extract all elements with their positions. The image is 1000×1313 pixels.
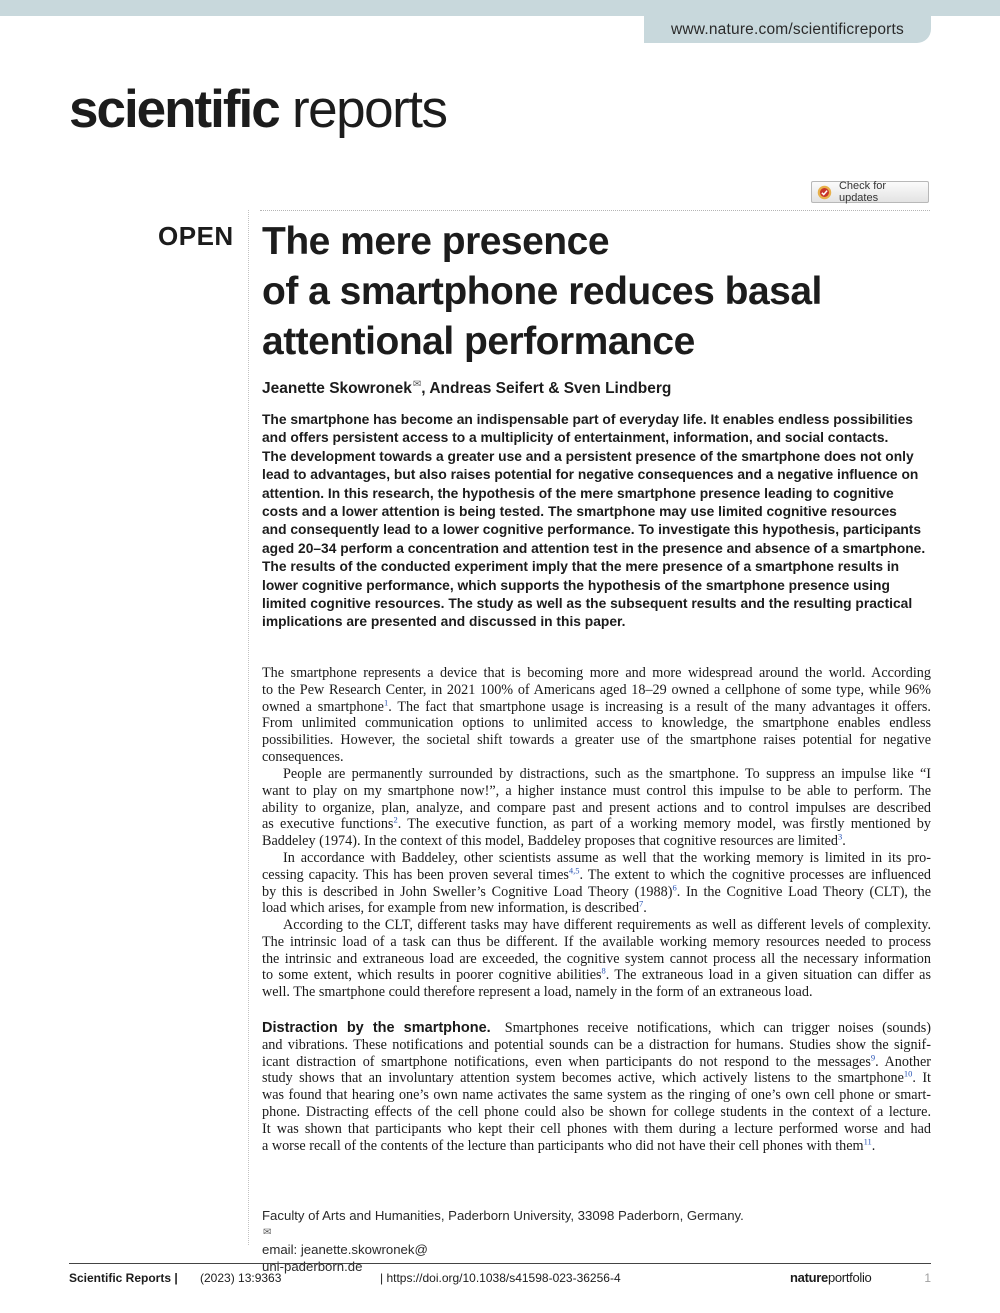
text-line [262, 1020, 931, 1037]
abstract-line: The smartphone has become an indispensable part of everyday life. It enables endless possibilities [262, 412, 913, 427]
article-title [262, 217, 932, 367]
abstract-line: and consequently lead to a lower cognitive performance. To investigate this hypothesis, participants [262, 522, 922, 538]
text-run: study shows that an involuntary attention system becomes active, which actively listens to the smartphone [262, 1070, 904, 1087]
text-run: . The fact that smartphone usage is increasing is a result of the many advantages it offers. [388, 698, 931, 715]
text-run: . It [912, 1070, 932, 1087]
affiliation-line [262, 1207, 932, 1258]
text-line: It was shown that participants who kept their cell phones with them during a lecture performed worse and had [262, 1120, 931, 1137]
citation-link[interactable]: 11 [863, 1135, 872, 1146]
text-run: cessing capacity. This has been proven several times [262, 866, 569, 883]
abstract-line: The results of the conducted experiment imply that the mere presence of a smartphone results in [262, 559, 900, 575]
text-line [262, 867, 931, 884]
section-distraction [262, 1020, 931, 1154]
text-line: The intrinsic load of a task can thus be different. If the available working memory resources needed to process [262, 933, 931, 950]
text-run: Smartphones receive notifications, which can trigger noises (sounds) [504, 1020, 931, 1036]
text-line: People are permanently surrounded by distractions, such as the smartphone. To suppress an impulse like “I [283, 766, 931, 782]
text-run: . The executive function, as part of a working memory model, was firstly mentioned by [397, 816, 931, 833]
text-run: load which arises, for example from new information, is described [262, 900, 640, 917]
text-line [262, 833, 931, 850]
affiliation-text: Faculty of Arts and Humanities, Paderborn University, 33098 Paderborn, Germany. [262, 1208, 744, 1223]
citation-link[interactable]: 2 [393, 814, 398, 825]
text-line: and vibrations. These notifications and potential sounds can be a distraction for humans. Studies show the signif- [262, 1036, 931, 1053]
text-run: . The extent to which the cognitive processes are influenced [579, 866, 931, 883]
text-line: ability to organize, plan, analyze, and compare past and present actions and to control impulses are described [262, 799, 931, 816]
journal-url[interactable]: www.nature.com/scientificreports [644, 16, 931, 43]
update-badge-icon [817, 185, 832, 200]
body-paragraph [262, 766, 931, 850]
logo-word-light: reports [292, 80, 447, 139]
text-line: the intrinsic and extraneous load are exceeded, the cognitive system cannot process all the necessary information [262, 950, 931, 967]
email-link[interactable]: email: jeanette.skowronek@ [262, 1242, 428, 1257]
citation-link[interactable]: 9 [870, 1051, 876, 1062]
text-run: by this is described in John Sweller’s Cognitive Load Theory (1988) [262, 883, 673, 900]
text-line [262, 1135, 931, 1155]
text-line: was found that hearing one’s own name activates the same system as the ringing of one’s own cell phone or smart- [262, 1087, 931, 1104]
abstract-line: implications are presented and discussed in this paper. [262, 614, 626, 630]
abstract-line: The development towards a greater use and a persistent presence of the smartphone does not only [262, 448, 914, 464]
publisher-logo-bold: nature [790, 1270, 828, 1285]
body-paragraph [262, 665, 931, 766]
title-line: of a smartphone reduces basal [262, 270, 822, 313]
page-footer [69, 1270, 931, 1286]
text-line [262, 881, 932, 901]
text-run: . [871, 1137, 876, 1154]
text-line: According to the CLT, different tasks may have different requirements as well as different levels of complexity. [283, 917, 931, 933]
text-line: to the Pew Research Center, in 2021 100% of Americans aged 18–29 owned a cellphone of some type, while 96% [262, 681, 931, 698]
margin-divider [248, 210, 249, 1245]
abstract-line: attention. In this research, the hypothesis of the mere smartphone presence leading to cognitive [262, 485, 894, 501]
affiliation-line[interactable]: uni-paderborn.de [262, 1259, 363, 1274]
footer-divider [69, 1263, 931, 1264]
text-line [262, 1070, 931, 1087]
affiliation [262, 1207, 932, 1275]
text-line: In accordance with Baddeley, other scientists assume as well that the working memory is limited in its pro- [283, 850, 931, 866]
citation-link[interactable]: 10 [903, 1068, 913, 1079]
doi-link[interactable]: | https://doi.org/10.1038/s41598-023-36256-4 [380, 1271, 621, 1285]
body-paragraph [262, 850, 931, 917]
text-line [262, 696, 931, 716]
abstract-line: costs and a lower attention is being tested. The smartphone may use limited cognitive resources [262, 504, 897, 520]
body-paragraph [262, 917, 931, 1001]
citation-link[interactable]: 6 [672, 881, 677, 892]
citation-link[interactable]: 1 [383, 696, 389, 707]
author-list [262, 375, 671, 399]
text-run: to some extent, which results in poorer cognitive abilities [262, 967, 602, 984]
text-line [262, 900, 931, 917]
top-banner [0, 0, 1000, 16]
text-run: . [643, 900, 647, 917]
email-icon: ✉ [263, 1227, 272, 1238]
logo-word-bold: scientific [69, 80, 279, 139]
abstract [262, 411, 932, 632]
text-run: . The extraneous load in a given situation can differ as [605, 967, 932, 984]
text-run: Baddeley (1974). In the context of this model, Baddeley proposes that cognitive resources are limited [262, 833, 839, 850]
text-line: The smartphone represents a device that is becoming more and more widespread around the world. According [262, 665, 931, 681]
section-heading: Distraction by the smartphone. [262, 1020, 491, 1036]
footer-volume: (2023) 13:9363 [200, 1271, 282, 1285]
check-for-updates-label: Check for updates [838, 180, 887, 204]
abstract-line: aged 20–34 perform a concentration and attention test in the presence and absence of a smartphone. [262, 540, 926, 556]
text-line: consequences. [262, 748, 344, 765]
abstract-line: lead to advantages, but also raises potential for negative consequences and a negative influence on [262, 467, 919, 483]
title-line: attentional performance [262, 320, 695, 363]
author-name[interactable]: Jeanette Skowronek [262, 380, 412, 398]
text-line: phone. Distracting effects of the cell phone could also be shown for college students in the context of a lecture. [262, 1103, 931, 1120]
text-line [262, 967, 931, 984]
text-run: as executive functions [262, 816, 394, 833]
abstract-line: and offers persistent access to a multiplicity of entertainment, information, and social contacts. [262, 430, 889, 446]
abstract-line: lower cognitive performance, which supports the hypothesis of the smartphone presence using [262, 577, 890, 593]
text-line: want to play on my smartphone now!”, a higher instance must control this impulse to be able to perform. The [262, 782, 931, 799]
text-run: owned a smartphone [262, 698, 384, 715]
citation-link[interactable]: 3 [838, 831, 843, 842]
text-run: . [842, 833, 846, 850]
footer-journal: Scientific Reports | [69, 1271, 178, 1285]
text-line [262, 816, 931, 833]
text-run: a worse recall of the contents of the lecture than participants who did not have their cell phones with them [262, 1137, 864, 1154]
citation-link[interactable]: 4,5 [568, 865, 580, 876]
text-line: possibilities. However, the societal shift towards a greater use of the smartphone raises potential for negative [262, 732, 931, 749]
publisher-logo-rest: portfolio [827, 1270, 872, 1285]
text-line [262, 1051, 931, 1071]
other-authors: , Andreas Seifert & Sven Lindberg [421, 380, 672, 398]
abstract-line: limited cognitive resources. The study as well as the subsequent results and the resulting practical [262, 596, 913, 612]
page-number: 1 [924, 1271, 931, 1285]
text-line: From unlimited communication options to unlimited access to knowledge, the smartphone enables endless [262, 715, 931, 732]
publisher-logo [790, 1270, 872, 1286]
citation-link[interactable]: 7 [639, 898, 644, 909]
header-divider [260, 210, 930, 211]
title-line: The mere presence [262, 220, 610, 263]
journal-logo[interactable] [69, 80, 446, 140]
text-run: icant distraction of smartphone notifications, even when participants do not respond to the messages [262, 1053, 871, 1070]
open-access-label: OPEN [158, 221, 234, 251]
text-run: . In the Cognitive Load Theory (CLT), the [676, 883, 932, 900]
citation-link[interactable]: 8 [601, 965, 606, 976]
email-icon[interactable]: ✉ [412, 379, 422, 390]
text-line: well. The smartphone could therefore represent a load, namely in the form of an extraneous load. [262, 984, 813, 1001]
check-for-updates-button[interactable] [811, 181, 929, 203]
text-run: . Another [875, 1053, 931, 1070]
